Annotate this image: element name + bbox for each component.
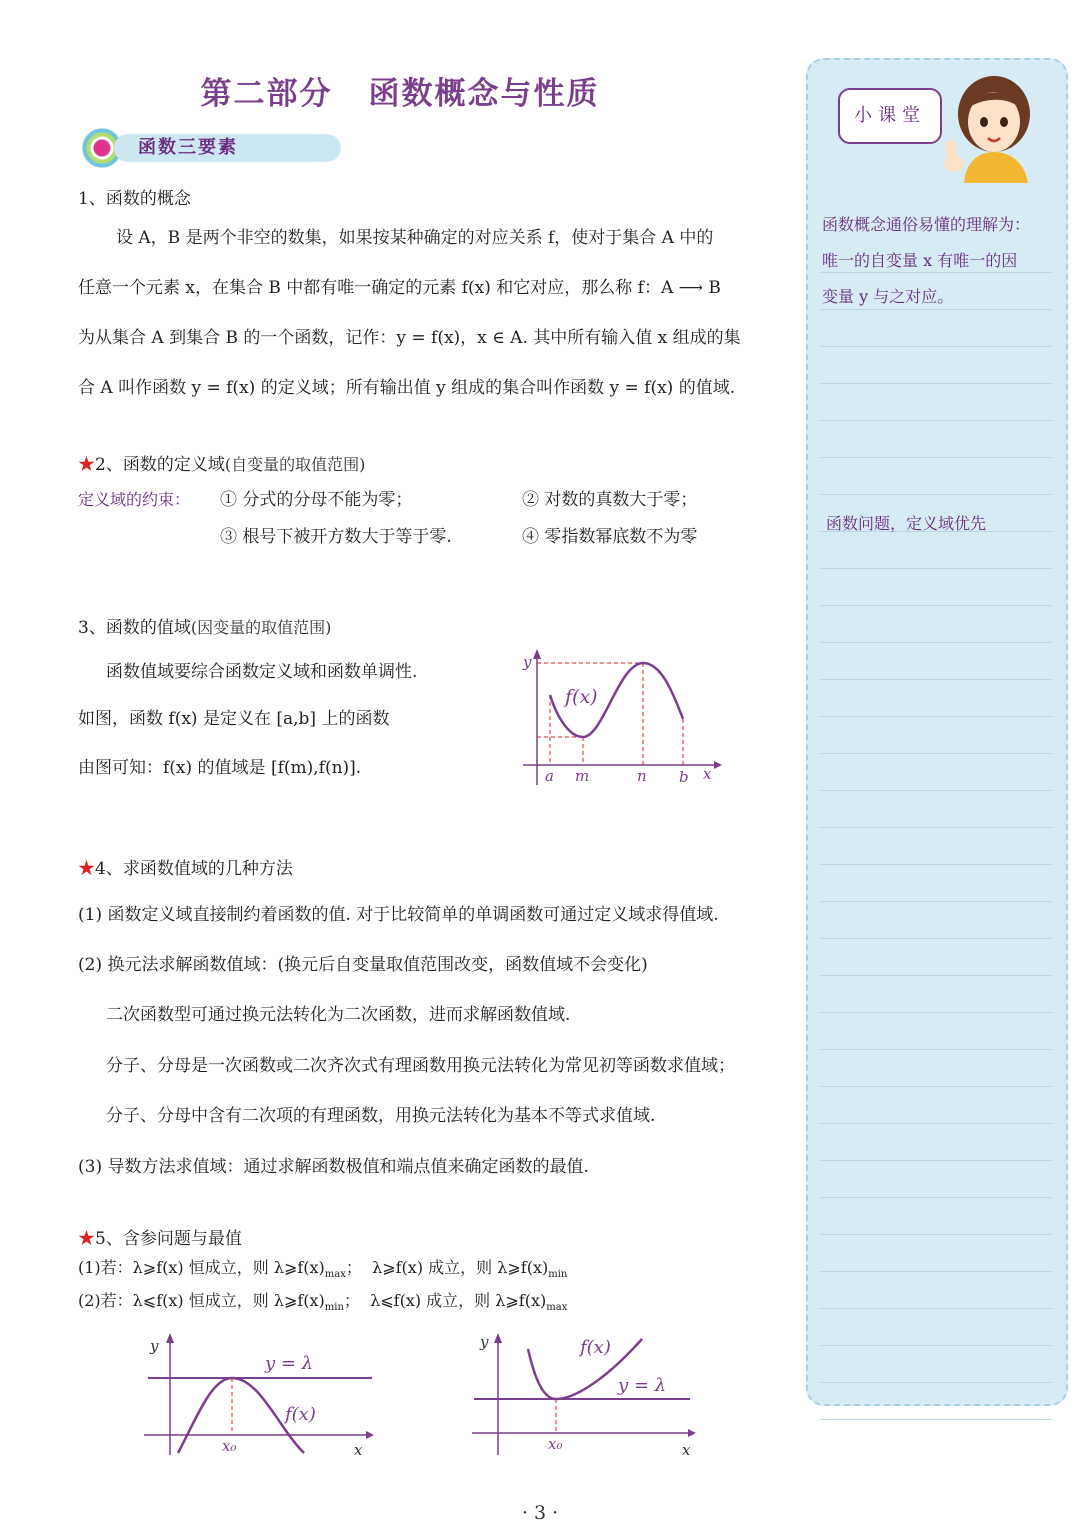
s3-heading-row xyxy=(78,613,331,638)
y-label: y xyxy=(523,653,532,671)
s4-line-4: 分子、分母是一次函数或二次齐次式有理函数用换元法转化为常见初等函数求值域； xyxy=(106,1056,735,1076)
s3-line-3: 由图可知：f(x) 的值域是 [f(m),f(n)]. xyxy=(78,758,362,778)
s5-l2-a-sub: min xyxy=(324,1302,344,1314)
x-label: x xyxy=(703,765,712,783)
s5-l2-b: λ⩽f(x) 成立，则 λ⩾f(x) xyxy=(370,1291,547,1310)
s2-item-1: ① 分式的分母不能为零； xyxy=(220,490,413,510)
s1-line-2: 任意一个元素 x，在集合 B 中都有唯一确定的元素 f(x) 和它对应，那么称 f：A ⟶ B xyxy=(78,278,721,298)
s4-line-2: (2) 换元法求解函数值域：(换元后自变量取值范围改变，函数值域不会变化) xyxy=(78,955,648,975)
s2-item-3: ③ 根号下被开方数大于等于零. xyxy=(220,527,452,547)
fx-label: f(x) xyxy=(580,1337,611,1358)
note1-line-1: 函数概念通俗易懂的理解为： xyxy=(822,215,1031,234)
s1-line-4: 合 A 叫作函数 y = f(x) 的定义域；所有输出值 y 组成的集合叫作函数 y = f(x) 的值域. xyxy=(78,378,736,398)
star-icon: ★ xyxy=(78,859,95,879)
s1-heading: 1、函数的概念 xyxy=(78,189,191,209)
x-label: x xyxy=(354,1441,363,1459)
chapter-name: 函数概念与性质 xyxy=(368,76,600,112)
s5-l1-sep: ； xyxy=(345,1258,362,1277)
sidebar-badge: 小课堂 xyxy=(838,88,942,144)
s4-line-1: (1) 函数定义域直接制约着函数的值. 对于比较简单的单调函数可通过定义域求得值域. xyxy=(78,905,719,925)
s5-heading: 5、含参问题与最值 xyxy=(95,1229,242,1249)
s3-heading: 3、函数的值域 xyxy=(78,618,191,638)
note1-line-2: 唯一的自变量 x 有唯一的因 xyxy=(822,251,1018,270)
s1-line-3: 为从集合 A 到集合 B 的一个函数，记作：y = f(x)，x ∈ A. 其中所有输入值 x 组成的集 xyxy=(78,328,741,348)
s5-l2-b-sub: max xyxy=(546,1302,568,1314)
sidebar-ruled-lines xyxy=(820,236,1052,1420)
x0-label: x₀ xyxy=(222,1437,237,1455)
s5-heading-row xyxy=(78,1224,242,1249)
y-label: y xyxy=(150,1337,159,1355)
s3-note: (因变量的取值范围) xyxy=(190,618,332,637)
s4-line-5: 分子、分母中含有二次项的有理函数，用换元法转化为基本不等式求值域. xyxy=(106,1106,656,1126)
page-number: · 3 · xyxy=(521,1502,559,1524)
s5-line-2 xyxy=(78,1287,567,1322)
s5-l1-b: λ⩾f(x) 成立，则 λ⩾f(x) xyxy=(372,1258,549,1277)
lambda-label: y = λ xyxy=(618,1375,667,1396)
tick-a: a xyxy=(545,767,554,785)
tick-b: b xyxy=(679,768,689,786)
s1-line-1: 设 A，B 是两个非空的数集，如果按某种确定的对应关系 f，使对于集合 A 中的 xyxy=(116,228,714,248)
section-tag-label: 函数三要素 xyxy=(114,134,341,162)
range-graph xyxy=(515,645,725,790)
star-icon: ★ xyxy=(78,455,95,475)
sidebar-note-2: 函数问题，定义域优先 xyxy=(826,514,987,533)
part-label: 第二部分 xyxy=(200,76,333,112)
s5-l2-sep: ； xyxy=(343,1291,360,1310)
s5-l1-a: (1)若：λ⩾f(x) 恒成立，则 λ⩾f(x) xyxy=(78,1258,325,1277)
tick-n: n xyxy=(637,767,647,785)
s2-note: (自变量的取值范围) xyxy=(224,455,366,474)
s2-item-2: ② 对数的真数大于零； xyxy=(522,490,698,510)
s3-line-2: 如图，函数 f(x) 是定义在 [a,b] 上的函数 xyxy=(78,709,390,729)
tick-m: m xyxy=(575,767,590,785)
teacher-avatar xyxy=(936,68,1036,183)
x0-label: x₀ xyxy=(548,1435,563,1453)
s4-heading-row xyxy=(78,854,293,879)
s5-line-1 xyxy=(78,1254,567,1289)
param-graph-min xyxy=(468,1325,708,1465)
s2-heading: 2、函数的定义域 xyxy=(95,455,225,475)
star-icon: ★ xyxy=(78,1229,95,1249)
fx-label: f(x) xyxy=(565,686,598,708)
s5-l2-a: (2)若：λ⩽f(x) 恒成立，则 λ⩾f(x) xyxy=(78,1291,325,1310)
s2-item-4: ④ 零指数幂底数不为零 xyxy=(522,527,698,547)
s4-heading: 4、求函数值域的几种方法 xyxy=(95,859,293,879)
x-label: x xyxy=(682,1441,691,1459)
lambda-label: y = λ xyxy=(265,1353,314,1374)
s2-heading-row xyxy=(78,450,365,475)
s5-l1-b-sub: min xyxy=(548,1269,568,1281)
fx-label: f(x) xyxy=(285,1404,316,1425)
s3-line-1: 函数值域要综合函数定义域和函数单调性. xyxy=(106,662,418,682)
s5-l1-a-sub: max xyxy=(324,1269,346,1281)
page-title xyxy=(0,68,800,113)
note1-line-3: 变量 y 与之对应。 xyxy=(822,287,954,306)
y-label: y xyxy=(480,1333,489,1351)
param-graph-max xyxy=(140,1325,380,1465)
s4-line-3: 二次函数型可通过换元法转化为二次函数，进而求解函数值域. xyxy=(106,1005,571,1025)
s2-label: 定义域的约束： xyxy=(78,490,191,509)
s4-line-6: (3) 导数方法求值域：通过求解函数极值和端点值来确定函数的最值. xyxy=(78,1157,589,1177)
